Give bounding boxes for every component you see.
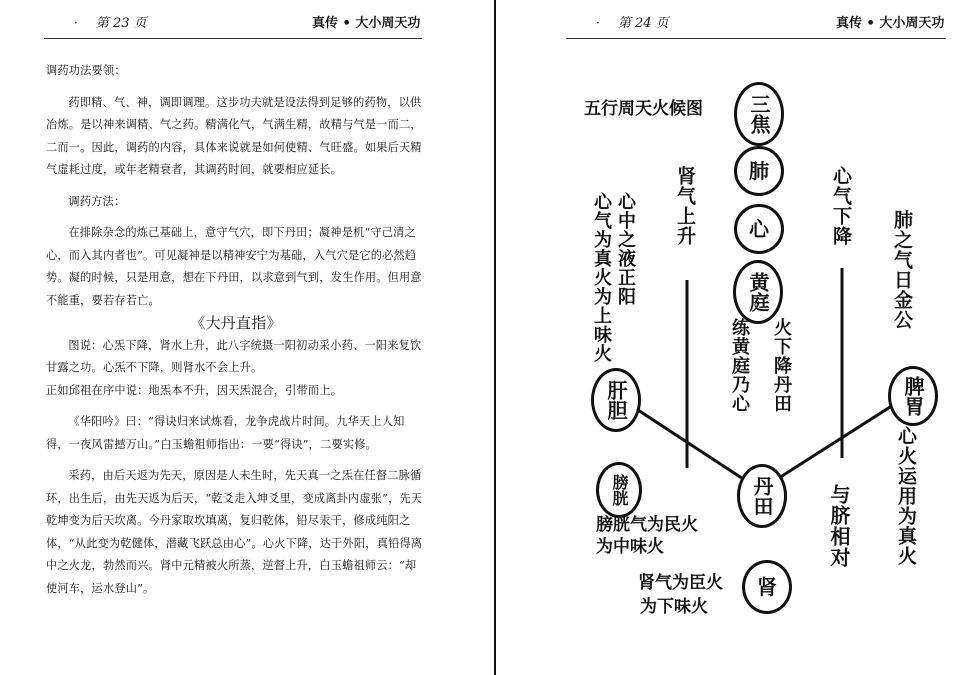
label-xinhuo-yunyong: 心火运用为真火 (895, 426, 917, 566)
paragraph-1: 药即精、气、神，调即调理。这步功夫就是设法得到足够的药物，以供冶炼。是以神来调精、气之药。精满化气，气满生精，故精与气是一而二，二而一。因此，调药的内容，具体来说就是如何使精、气旺盛。如果后天精气虚耗过度，或年老精衰者，其调药时间，就要相应延长。 (46, 95, 422, 176)
subheading-tiaoyao-fangfa: 调药方法： (68, 194, 126, 208)
left-body-text (46, 60, 426, 600)
paragraph-3b: 正如邱祖在序中说：地炁本不升，因天炁混合，引带而上。 (46, 383, 343, 397)
node-sanjiao-label: 三焦 (747, 94, 771, 134)
node-xin-label: 心 (749, 217, 769, 241)
node-shen (742, 560, 792, 614)
node-pangguang (596, 462, 642, 518)
paragraph-4: 《华阳吟》曰：“得诀归来试炼看，龙争虎战片时间。九华天上人知得，一夜风雷撼万山。”白玉蟾祖师指出：一要“得诀”，二要实修。 (46, 415, 405, 451)
node-pangguang-label: 膀胱 (610, 474, 629, 506)
section-title: 《大丹直指》 (190, 314, 282, 332)
diagram-title: 五行周天火候图 (584, 99, 703, 119)
node-fei (734, 146, 784, 196)
node-dantian-label: 丹田 (750, 476, 774, 516)
node-piwei (888, 366, 938, 426)
node-xin (734, 204, 784, 254)
left-page-number: 第 23 页 (95, 16, 147, 31)
node-huangting (733, 260, 783, 324)
node-fei-label: 肺 (749, 159, 769, 183)
paragraph-3a: 图说：心炁下降，肾水上升，此八字统摄一阳初动采小药、一阳来复饮甘露之功。心炁不下降，则肾水不会上升。 (46, 338, 422, 374)
node-shen-label: 肾 (757, 575, 777, 599)
node-piwei-label: 脾胃 (901, 376, 925, 416)
right-page-number: 第 24 页 (617, 16, 669, 31)
paragraph-5: 采药，由后天返为先天，原因是人未生时，先天真一之炁在任督二脉循环，出生后，由先天返为后天，“乾爻走入坤爻里，变成离卦内虚张”，先天乾坤变为后天坎离。今丹家取坎填离，复归乾体，铅尽汞干，修成纯阳之体，“从此变为乾健体，潜藏飞跃总由心”。心火下降，达于外阳，真铅得离中之火龙，勃然而兴。肾中元精被火所蒸，逆督上升，白玉蟾祖师云：“却使河车，运水登山”。 (46, 469, 423, 595)
label-shenqi-chenhuo-2: 为下味火 (640, 597, 708, 617)
subheading-tiaoyao-yaoling: 调药功法要领： (46, 64, 126, 77)
paragraph-2: 在排除杂念的炼己基础上，意守气穴，即下丹田；凝神是机“守己清之心，而入其内者也”。可见凝神是以精神安宁为基础，入气穴是它的必然趋势。凝的时候，只是用意，想在下丹田，以求意到气到，发生作用。但用意不能重，要若存若亡。 (46, 226, 422, 307)
node-dantian (737, 464, 787, 528)
node-gandan (591, 368, 641, 432)
label-pangguangqi: 膀胱气为民火为中味火 (596, 515, 698, 557)
label-xinqi-zhenhuo: 心气为真火为上味火 (591, 192, 612, 363)
right-header-dot: · (596, 16, 600, 30)
label-feizhiqi: 肺之气日金公 (891, 210, 913, 330)
node-gandan-label: 肝胆 (604, 380, 628, 420)
right-header-title: 真传 • 大小周天功 (836, 16, 945, 31)
label-xinqi-xiajiang: 心气下降 (830, 166, 852, 246)
left-header-rule (44, 38, 422, 39)
node-huangting-label: 黄庭 (746, 272, 770, 312)
node-sanjiao (734, 82, 784, 146)
left-header-title: 真传 • 大小周天功 (312, 16, 421, 31)
label-huo-xiajiang: 火下降丹田 (771, 318, 792, 413)
left-header-page-number (74, 12, 147, 31)
label-yu-qi-xiangdui: 与脐相对 (827, 484, 851, 568)
left-header-dot: · (74, 16, 78, 30)
label-shenqi-chenhuo-1: 肾气为臣火 (638, 573, 723, 593)
right-page (496, 0, 970, 675)
label-xinzhong-zhiye: 心中之液正阳 (615, 192, 636, 306)
label-lian-huangting: 练黄庭乃心 (729, 318, 750, 413)
label-shenqi-shangsheng: 肾气上升 (674, 166, 696, 246)
